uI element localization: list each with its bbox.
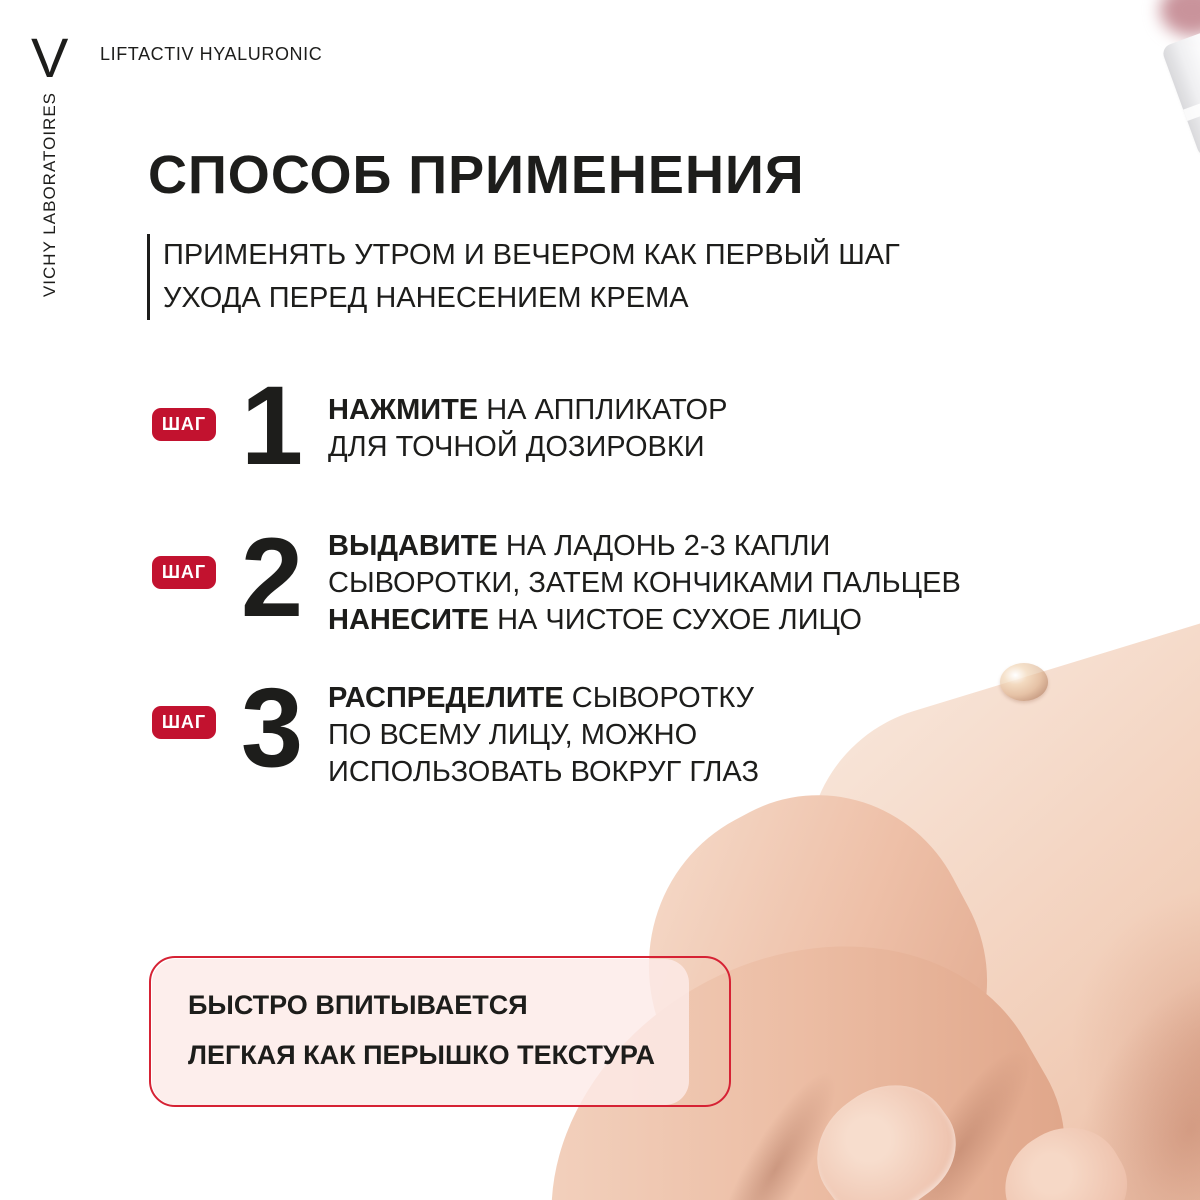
intro-line-1: ПРИМЕНЯТЬ УТРОМ И ВЕЧЕРОМ КАК ПЕРВЫЙ ШАГ [163,239,900,271]
step-text-line: РАСПРЕДЕЛИТЕ СЫВОРОТКУ [328,682,754,714]
step-badge: ШАГ [152,408,216,441]
product-line-label: LIFTACTIV HYALURONIC [100,44,323,64]
step-text-line: ВЫДАВИТЕ НА ЛАДОНЬ 2-3 КАПЛИ [328,530,831,562]
step-badge: ШАГ [152,706,216,739]
step-number: 2 [240,515,304,640]
benefit-line-1: БЫСТРО ВПИТЫВАЕТСЯ [188,990,528,1020]
vichy-laboratoires-vertical-label: VICHY LABORATOIRES [40,92,59,298]
step-text [328,392,950,466]
intro-note [147,234,900,320]
benefits-box-fill [152,959,689,1105]
step-text-line: ИСПОЛЬЗОВАТЬ ВОКРУГ ГЛАЗ [328,756,759,788]
step-number: 1 [240,363,304,488]
step-row-1 [150,363,950,488]
step-text-line: НАНЕСИТЕ НА ЧИСТОЕ СУХОЕ ЛИЦО [328,604,862,636]
step-text-line: СЫВОРОТКИ, ЗАТЕМ КОНЧИКАМИ ПАЛЬЦЕВ [328,567,961,599]
step-text-line: НАЖМИТЕ НА АППЛИКАТОР [328,394,728,426]
step-number: 3 [240,665,304,790]
step-text-line: ДЛЯ ТОЧНОЙ ДОЗИРОВКИ [328,431,705,463]
intro-line-2: УХОДА ПЕРЕД НАНЕСЕНИЕМ КРЕМА [163,282,689,314]
vichy-v-logo: V [31,26,69,89]
benefit-line-2: ЛЕГКАЯ КАК ПЕРЫШКО ТЕКСТУРА [188,1040,655,1070]
page-title: СПОСОБ ПРИМЕНЕНИЯ [148,145,805,205]
step-badge: ШАГ [152,556,216,589]
step-row-3 [150,665,950,791]
step-row-2 [150,515,961,640]
step-text-line: ПО ВСЕМУ ЛИЦУ, МОЖНО [328,719,698,751]
step-text [328,680,950,791]
step-text [328,528,961,639]
